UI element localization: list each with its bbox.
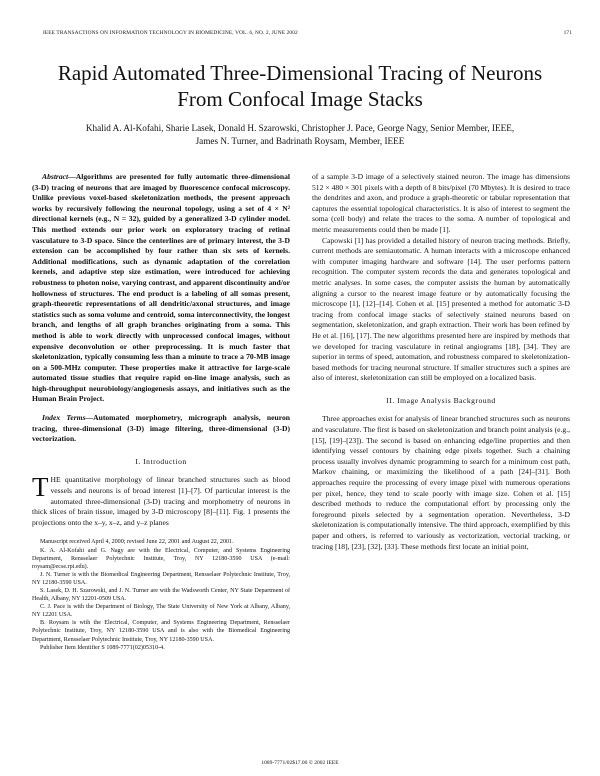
abstract-lead: Abstract—	[42, 172, 76, 181]
left-column	[32, 172, 290, 652]
footnote: Manuscript received April 4, 2000; revised June 22, 2001 and August 22, 2001.	[40, 539, 234, 546]
page-number: 171	[563, 30, 572, 36]
paper-title: Rapid Automated Three-Dimensional Tracing of Neurons From Confocal Image Stacks	[57, 61, 543, 111]
footnote: J. N. Turner is with the Biomedical Engineering Department, Rensselaer Polytechnic Institute, Troy, NY 12180-3590 USA.	[32, 571, 290, 586]
abstract-text: Algorithms are presented for fully automatic three-dimensional (3-D) tracing of neurons that are imaged by fluorescence confocal microscopy. Unlike previous voxel-based skeletonization methods, the present approach works by recursively following the neuronal topology, using a set of 4 × N² directional kernels (e.g., N = 32), guided by a generalized 3-D cylinder model. This method extends our prior work on exploratory tracing of retinal vasculature to 3-D space. Since the centerlines are of primary interest, the 3-D extension can be accomplished by four rather than six sets of kernels. Additional modifications, such as dynamic adaptation of the correlation kernels, and adaptive step size estimation, were introduced for achieving robustness to photon noise, varying contrast, and apparent discontinuity and/or hollowness of structures. The end product is a labeling of all somas present, graph-theoretic representations of all dendritic/axonal structures, and image statistics such as soma volume and centroid, soma interconnectivity, the longest branch, and lengths of all graph branches originating from a soma. This method is able to work directly with unprocessed confocal images, without expensive deconvolution or other preprocessing. It is much faster that skeletonization, typically consuming less than a minute to trace a 70-MB image on a 500-MHz computer. These properties make it attractive for large-scale automated tissue studies that require rapid on-line image analysis, such as high-throughput neurobiology/angiogenesis assays, and initiatives such as the Human Brain Project.	[32, 172, 290, 404]
section-heading-background: II. Image Analysis Background	[386, 395, 496, 405]
footnote: B. Roysam is with the Electrical, Computer, and Systems Engineering Department, Rensselaer Polytechnic Institute, Troy, NY 12180-3590 USA and is also with the Biomedical Engineering Department, Rensselaer Polytechnic Institute, Troy, NY 12180-3590 USA.	[32, 620, 290, 643]
authors-line-1: Khalid A. Al-Kofahi, Sharie Lasek, Donald H. Szarowski, Christopher J. Pace, George Nagy, Senior Member, IEEE,	[85, 123, 515, 133]
author-list	[40, 122, 560, 147]
footnote: K. A. Al-Kofahi and G. Nagy are with the Electrical, Computer, and Systems Engineering Department, Rensselaer Polytechnic Institute, Troy, NY 12180-3590 USA (e-mail: roysam@ecse.rpi.edu).	[32, 547, 290, 570]
drop-cap: T	[32, 472, 49, 503]
journal-header: IEEE TRANSACTIONS ON INFORMATION TECHNOLOGY IN BIOMEDICINE, VOL. 6, NO. 2, JUNE 2002	[43, 30, 298, 36]
footnote: C. J. Pace is with the Department of Biology, The State University of New York at Albany, Albany, NY 12201 USA.	[32, 604, 290, 619]
body-paragraph: Capowski [1] has provided a detailed history of neuron tracing methods. Briefly, current methods are semiautomatic. A human interacts with a microscope enhanced with computer imaging hardware and software [14]. The user performs pattern recognition. The computer system records the data and generates topological and metric analyses. In some cases, the computer assists the human by automatically aligning a cursor to the nearest image feature or by automatically focusing the microscope [1], [12]–[14]. Cohen et al. [15] presented a method for automatic 3-D tracing from confocal image stacks of selectively stained neurons based on segmentation, skeletonization, and graph extraction. Their work has been refined by He et al. [16], [17]. The new algorithms presented here are inspired by methods that we developed for tracing vasculature in retinal angiograms [18], [34]. They are superior in terms of speed, automation, and robustness compared to skeletonization-based methods for tracing neuronal structure. If smaller structures such a spines are also of interest, skeletonization can still be employed on a localized basis.	[312, 235, 570, 383]
authors-line-2: James N. Turner, and Badrinath Roysam, Member, IEEE	[195, 135, 405, 146]
intro-text: HE quantitative morphology of linear branched structures such as blood vessels and neurons is of broad interest [1]–[7]. Of particular interest is the automated three-dimensional (3-D) tracing and morphometry of neurons in thick slices of brain tissue, imaged by 3-D microscopy [8]–[11]. Fig. 1 presents the projections onto the x–y, x–z, and y–z planes	[32, 475, 290, 527]
index-terms-lead: Index Terms—	[42, 413, 94, 423]
footnotes	[32, 538, 290, 651]
footnote: Publisher Item Identifier S 1089-7771(02)05310-4.	[40, 644, 165, 651]
abstract	[32, 172, 290, 405]
section-heading-introduction: I. Introduction	[135, 456, 187, 466]
body-paragraph: of a sample 3-D image of a selectively stained neuron. The image has dimensions 512 × 480 × 301 pixels with a depth of 8 bits/pixel (70 Mbytes). It is desired to trace the dendrites and axon, and produce a graph-theoretic or tabular representation that captures the essential topological characteristics. It is also of interest to segment the soma (cell body) and relate the traces to the soma. A number of topological and metric measurements could then be made [1].	[312, 172, 570, 234]
index-terms	[32, 413, 290, 445]
body-paragraph: Three approaches exist for analysis of linear branched structures such as neurons and vasculature. The first is based on skeletonization and branch point analysis (e.g., [15], [19]–[23]). The second is based on enhancing edge/line properties and then identifying vessel contours by chaining edge pixels together. Such a chaining process usually involves dynamic programming to search for a minimum cost path, Markov chaining, or maximizing the likelihood of a path [24]–[31]. Both approaches require the processing of every image pixel with numerous operations per pixel, hence, they tend to scale poorly with image size. Cohen et al. [15] described methods to reduce the computational effort by processing only the foreground pixels selected by a segmentation operation. Nevertheless, 3-D skeletonization is computationally intensive. The third approach, exemplified by this paper and others, is referred to variously as vectorization, vectorial tracking, or tracing [18], [23], [32], [33]. These methods first locate an initial point,	[312, 414, 570, 551]
footnote: S. Lasek, D. H. Szarowski, and J. N. Turner are with the Wadsworth Center, NY State Department of Health, Albany, NY 12201-0509 USA.	[32, 587, 290, 603]
copyright-footer: 1089-7771/02$17.00 © 2002 IEEE	[261, 760, 339, 766]
index-terms-text: Automated morphometry, micrograph analysis, neuron tracing, three-dimensional (3-D) image filtering, three-dimensional (3-D) vectorization.	[32, 413, 290, 444]
running-header	[43, 30, 572, 42]
right-column	[312, 172, 570, 552]
intro-paragraph	[32, 472, 290, 528]
